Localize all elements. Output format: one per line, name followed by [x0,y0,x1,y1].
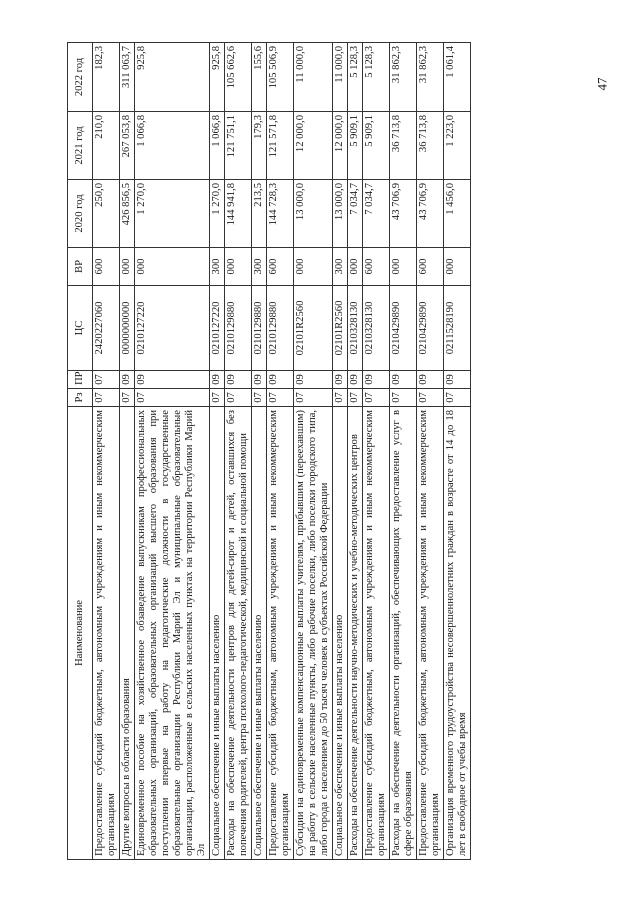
header-vr: ВР [68,248,93,286]
table-row [252,43,267,860]
row-rz: 07 [444,389,471,407]
row-pr: 09 [444,371,471,389]
row-cs: 02101R2560 [333,286,348,371]
row-value-2020: 43 706,9 [417,180,444,248]
table-header-row [68,43,93,860]
row-name: Предоставление субсидий бюджетным, автономным учреждениям и иным некоммерческим организациям [417,407,444,860]
row-pr: 09 [348,371,363,389]
row-value-2021: 5 909,1 [348,112,363,180]
row-vr: 600 [267,248,294,286]
row-vr: 000 [135,248,210,286]
row-vr: 300 [252,248,267,286]
row-value-2021: 1 066,8 [210,112,225,180]
row-pr: 09 [225,371,252,389]
row-vr: 000 [348,248,363,286]
row-cs: 0211528190 [444,286,471,371]
row-cs: 0210429890 [417,286,444,371]
row-name: Социальное обеспечение и иные выплаты населению [252,407,267,860]
row-cs: 0210429890 [390,286,417,371]
row-pr: 07 [93,371,120,389]
row-value-2020: 426 856,5 [120,180,135,248]
row-value-2022: 311 063,7 [120,43,135,112]
row-pr: 09 [333,371,348,389]
row-rz: 07 [225,389,252,407]
row-name: Социальное обеспечение и иные выплаты населению [333,407,348,860]
table-row [294,43,333,860]
row-vr: 600 [417,248,444,286]
row-cs: 02101R2560 [294,286,333,371]
row-pr: 09 [120,371,135,389]
row-name: Организация временного трудоустройства несовершеннолетних граждан в возрасте от 14 до 18 лет в свободное от учебы время [444,407,471,860]
row-vr: 000 [120,248,135,286]
row-value-2022: 155,6 [252,43,267,112]
row-value-2022: 11 000,0 [294,43,333,112]
row-cs: 0210129880 [267,286,294,371]
row-name: Расходы на обеспечение деятельности организаций, обеспечивающих предоставление услуг в сфере образования [390,407,417,860]
row-name: Единовременное пособие на хозяйственное обзаведение выпускникам профессиональных образовательных организаций, образовательных организаций высшего образования при поступлении впервые на работу на педагогические должности в государственные образовательные организации Республики Марий Эл и муниципальные образовательные организации, расположенные в сельских населенных пунктах на территории Республики Марий Эл [135,407,210,860]
row-rz: 07 [135,389,210,407]
row-value-2020: 144 941,8 [225,180,252,248]
table-row [417,43,444,860]
row-value-2020: 7 034,7 [363,180,390,248]
row-value-2021: 179,3 [252,112,267,180]
table-row [210,43,225,860]
budget-table [67,42,471,860]
row-pr: 09 [417,371,444,389]
header-rz: Рз [68,389,93,407]
table-row [390,43,417,860]
row-rz: 07 [363,389,390,407]
row-cs: 0210129880 [252,286,267,371]
row-value-2020: 213,5 [252,180,267,248]
header-2022: 2022 год [68,43,93,112]
table-row [267,43,294,860]
row-pr: 09 [210,371,225,389]
row-value-2022: 1 061,4 [444,43,471,112]
row-pr: 09 [267,371,294,389]
row-vr: 300 [210,248,225,286]
row-value-2020: 144 728,3 [267,180,294,248]
row-name: Предоставление субсидий бюджетным, автономным учреждениям и иным некоммерческим организациям [93,407,120,860]
row-vr: 000 [390,248,417,286]
row-cs: 0000000000 [120,286,135,371]
row-cs: 0210127220 [135,286,210,371]
row-vr: 600 [363,248,390,286]
table-row [333,43,348,860]
row-rz: 07 [417,389,444,407]
table-row [93,43,120,860]
header-name: Наименование [68,407,93,860]
row-value-2022: 182,3 [93,43,120,112]
row-rz: 07 [120,389,135,407]
row-pr: 09 [363,371,390,389]
header-2021: 2021 год [68,112,93,180]
row-rz: 07 [210,389,225,407]
row-value-2021: 210,0 [93,112,120,180]
row-value-2021: 267 053,8 [120,112,135,180]
row-value-2021: 121 751,1 [225,112,252,180]
row-name: Другие вопросы в области образования [120,407,135,860]
row-name: Расходы на обеспечение деятельности центров для детей-сирот и детей, оставшихся без попечения родителей, центра психолого-педагогической, медицинской и социальной помощи [225,407,252,860]
row-vr: 000 [225,248,252,286]
row-vr: 300 [333,248,348,286]
row-value-2020: 13 000,0 [294,180,333,248]
row-vr: 000 [294,248,333,286]
row-value-2022: 925,8 [210,43,225,112]
table-row [135,43,210,860]
row-value-2021: 36 713,8 [417,112,444,180]
row-value-2022: 925,8 [135,43,210,112]
row-value-2022: 105 662,6 [225,43,252,112]
row-value-2020: 13 000,0 [333,180,348,248]
row-value-2021: 5 909,1 [363,112,390,180]
row-vr: 000 [444,248,471,286]
header-cs: ЦС [68,286,93,371]
row-value-2022: 31 862,3 [417,43,444,112]
header-pr: ПР [68,371,93,389]
row-value-2021: 12 000,0 [333,112,348,180]
row-value-2020: 7 034,7 [348,180,363,248]
row-rz: 07 [333,389,348,407]
header-2020: 2020 год [68,180,93,248]
row-cs: 2420227060 [93,286,120,371]
row-cs: 0210129880 [225,286,252,371]
row-rz: 07 [390,389,417,407]
row-value-2020: 43 706,9 [390,180,417,248]
table-row [225,43,252,860]
row-value-2021: 36 713,8 [390,112,417,180]
row-value-2022: 5 128,3 [363,43,390,112]
row-value-2022: 105 506,9 [267,43,294,112]
row-name: Предоставление субсидий бюджетным, автономным учреждениям и иным некоммерческим организациям [267,407,294,860]
row-value-2020: 1 456,0 [444,180,471,248]
row-pr: 09 [294,371,333,389]
row-value-2022: 5 128,3 [348,43,363,112]
row-pr: 09 [390,371,417,389]
row-value-2022: 11 000,0 [333,43,348,112]
table-row [348,43,363,860]
row-vr: 600 [93,248,120,286]
row-rz: 07 [294,389,333,407]
row-name: Социальное обеспечение и иные выплаты населению [210,407,225,860]
row-value-2020: 250,0 [93,180,120,248]
page-number: 47 [594,77,610,91]
row-value-2020: 1 270,0 [210,180,225,248]
budget-table-container [67,43,598,860]
row-value-2022: 31 862,3 [390,43,417,112]
row-name: Расходы на обеспечение деятельности научно-методических и учебно-методических центров [348,407,363,860]
row-name: Предоставление субсидий бюджетным, автономным учреждениям и иным некоммерческим организациям [363,407,390,860]
row-value-2021: 12 000,0 [294,112,333,180]
row-value-2020: 1 270,0 [135,180,210,248]
row-value-2021: 1 066,8 [135,112,210,180]
row-cs: 0210328130 [348,286,363,371]
row-name: Субсидии на единовременные компенсационные выплаты учителям, прибывшим (переехавшим) на работу в сельские населенные пункты, либо рабочие поселки, либо поселки городского типа, либо города с населением до 50 тысяч человек в субъектах Российской Федерации [294,407,333,860]
table-row [120,43,135,860]
row-pr: 09 [135,371,210,389]
row-cs: 0210328130 [363,286,390,371]
table-row [444,43,471,860]
row-value-2021: 1 223,0 [444,112,471,180]
table-body [93,43,471,860]
row-rz: 07 [348,389,363,407]
row-pr: 09 [252,371,267,389]
table-row [363,43,390,860]
row-cs: 0210127220 [210,286,225,371]
row-rz: 07 [267,389,294,407]
row-rz: 07 [93,389,120,407]
row-rz: 07 [252,389,267,407]
row-value-2021: 121 571,8 [267,112,294,180]
